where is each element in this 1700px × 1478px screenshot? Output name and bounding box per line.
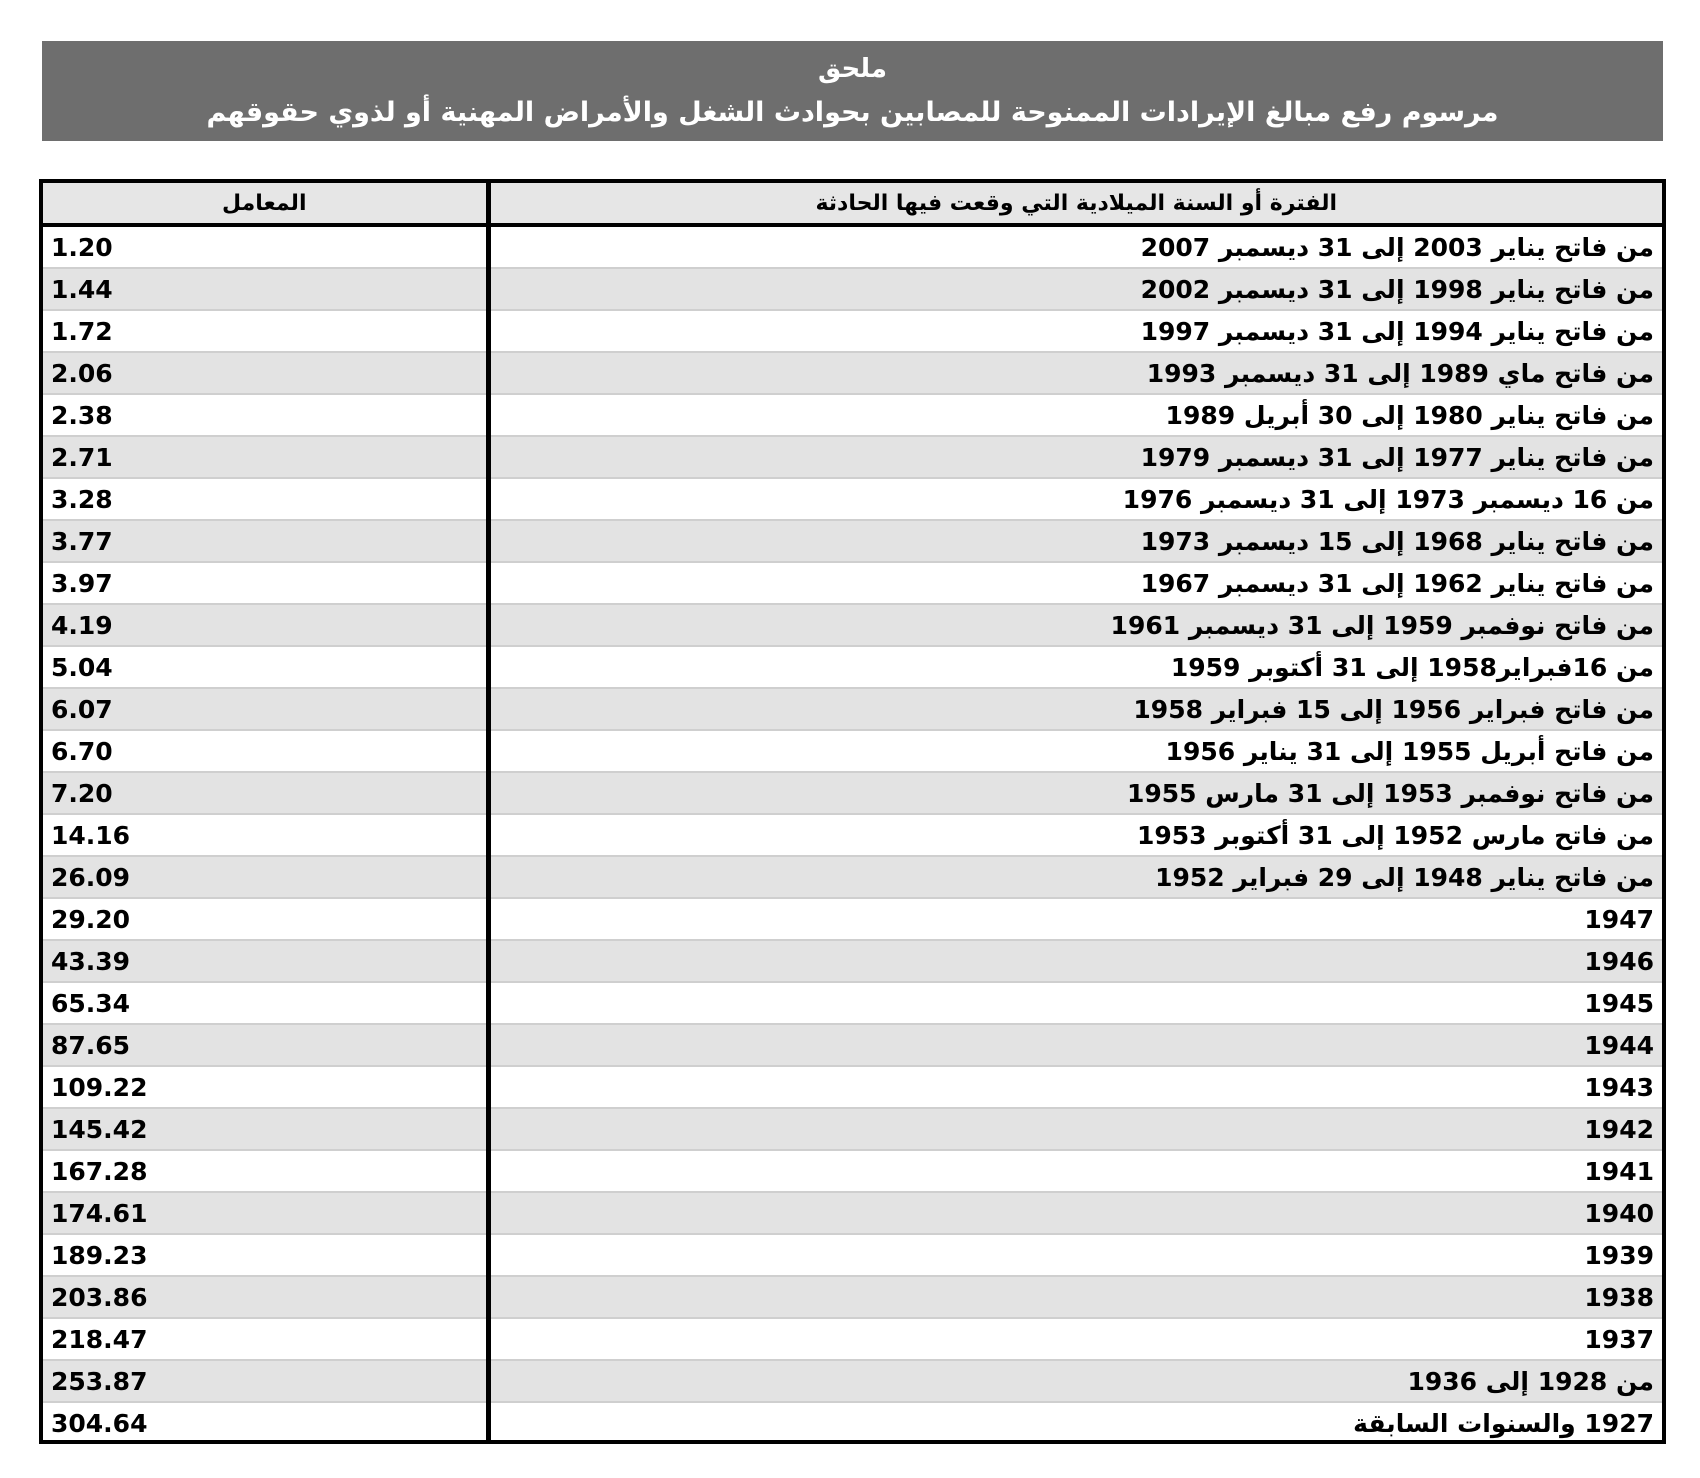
column-header-factor: المعامل <box>43 183 488 225</box>
period-cell: 1941 <box>488 1150 1662 1192</box>
factor-cell: 2.38 <box>43 394 488 436</box>
table-row <box>43 520 1662 562</box>
table-row <box>43 1192 1662 1234</box>
period-cell: من فاتح يناير 1948 إلى 29 فبراير 1952 <box>488 856 1662 898</box>
factor-cell: 6.70 <box>43 730 488 772</box>
factor-cell: 1.20 <box>43 225 488 268</box>
table-row <box>43 394 1662 436</box>
period-cell: 1939 <box>488 1234 1662 1276</box>
factor-cell: 2.06 <box>43 352 488 394</box>
table-row <box>43 1318 1662 1360</box>
table-row <box>43 856 1662 898</box>
table-row <box>43 1108 1662 1150</box>
table-row <box>43 225 1662 268</box>
table-row <box>43 478 1662 520</box>
table-row <box>43 1234 1662 1276</box>
factor-cell: 26.09 <box>43 856 488 898</box>
period-cell: 1947 <box>488 898 1662 940</box>
period-cell: من فاتح يناير 1962 إلى 31 ديسمبر 1967 <box>488 562 1662 604</box>
table-header-row <box>43 183 1662 225</box>
column-header-period: الفترة أو السنة الميلادية التي وقعت فيها الحادثة <box>488 183 1662 225</box>
table-row <box>43 814 1662 856</box>
table-row <box>43 898 1662 940</box>
period-cell: من فاتح نوفمبر 1959 إلى 31 ديسمبر 1961 <box>488 604 1662 646</box>
table-body <box>43 225 1662 1443</box>
table-row <box>43 1150 1662 1192</box>
period-cell: من فاتح يناير 1977 إلى 31 ديسمبر 1979 <box>488 436 1662 478</box>
factor-cell: 2.71 <box>43 436 488 478</box>
factor-cell: 1.72 <box>43 310 488 352</box>
table-row <box>43 1276 1662 1318</box>
factor-cell: 3.77 <box>43 520 488 562</box>
table-row <box>43 730 1662 772</box>
factor-cell: 29.20 <box>43 898 488 940</box>
table-row <box>43 436 1662 478</box>
table-row <box>43 1402 1662 1443</box>
factor-cell: 189.23 <box>43 1234 488 1276</box>
period-cell: من 16 ديسمبر 1973 إلى 31 ديسمبر 1976 <box>488 478 1662 520</box>
period-cell: من فاتح نوفمبر 1953 إلى 31 مارس 1955 <box>488 772 1662 814</box>
table-row <box>43 604 1662 646</box>
table-row <box>43 310 1662 352</box>
period-cell: من 16فبراير1958 إلى 31 أكتوبر 1959 <box>488 646 1662 688</box>
period-cell: من فاتح فبراير 1956 إلى 15 فبراير 1958 <box>488 688 1662 730</box>
factor-cell: 174.61 <box>43 1192 488 1234</box>
period-cell: من فاتح أبريل 1955 إلى 31 يناير 1956 <box>488 730 1662 772</box>
period-cell: 1942 <box>488 1108 1662 1150</box>
page-title: ملحق <box>818 54 887 84</box>
factor-cell: 6.07 <box>43 688 488 730</box>
table-row <box>43 982 1662 1024</box>
period-cell: من 1928 إلى 1936 <box>488 1360 1662 1402</box>
period-cell: 1945 <box>488 982 1662 1024</box>
period-cell: 1946 <box>488 940 1662 982</box>
factor-cell: 14.16 <box>43 814 488 856</box>
factor-cell: 218.47 <box>43 1318 488 1360</box>
table-row <box>43 940 1662 982</box>
table-row <box>43 1024 1662 1066</box>
title-banner <box>42 41 1663 141</box>
period-cell: من فاتح يناير 1998 إلى 31 ديسمبر 2002 <box>488 268 1662 310</box>
period-cell: 1937 <box>488 1318 1662 1360</box>
period-cell: من فاتح مارس 1952 إلى 31 أكتوبر 1953 <box>488 814 1662 856</box>
table-row <box>43 1360 1662 1402</box>
factor-cell: 253.87 <box>43 1360 488 1402</box>
period-cell: 1943 <box>488 1066 1662 1108</box>
factor-cell: 167.28 <box>43 1150 488 1192</box>
table-row <box>43 562 1662 604</box>
page-subtitle: مرسوم رفع مبالغ الإيرادات الممنوحة للمصابين بحوادث الشغل والأمراض المهنية أو لذوي حقوقهم <box>206 97 1499 128</box>
period-cell: من فاتح يناير 2003 إلى 31 ديسمبر 2007 <box>488 225 1662 268</box>
table-row <box>43 268 1662 310</box>
factor-cell: 4.19 <box>43 604 488 646</box>
factor-cell: 87.65 <box>43 1024 488 1066</box>
factor-cell: 3.28 <box>43 478 488 520</box>
factor-cell: 43.39 <box>43 940 488 982</box>
factor-cell: 3.97 <box>43 562 488 604</box>
factor-cell: 5.04 <box>43 646 488 688</box>
period-cell: 1938 <box>488 1276 1662 1318</box>
table-row <box>43 772 1662 814</box>
period-cell: 1927 والسنوات السابقة <box>488 1402 1662 1443</box>
factor-cell: 145.42 <box>43 1108 488 1150</box>
factor-cell: 203.86 <box>43 1276 488 1318</box>
period-cell: من فاتح يناير 1968 إلى 15 ديسمبر 1973 <box>488 520 1662 562</box>
factor-cell: 1.44 <box>43 268 488 310</box>
period-cell: 1940 <box>488 1192 1662 1234</box>
factor-cell: 7.20 <box>43 772 488 814</box>
table-row <box>43 352 1662 394</box>
table-row <box>43 646 1662 688</box>
period-cell: من فاتح يناير 1980 إلى 30 أبريل 1989 <box>488 394 1662 436</box>
table-row <box>43 1066 1662 1108</box>
factor-cell: 304.64 <box>51 1408 148 1438</box>
period-cell: من فاتح ماي 1989 إلى 31 ديسمبر 1993 <box>488 352 1662 394</box>
table-row <box>43 688 1662 730</box>
period-cell: 1944 <box>488 1024 1662 1066</box>
factors-table <box>43 183 1662 1443</box>
factors-table-container <box>39 179 1666 1444</box>
period-cell: من فاتح يناير 1994 إلى 31 ديسمبر 1997 <box>488 310 1662 352</box>
factor-cell: 109.22 <box>43 1066 488 1108</box>
factor-cell: 65.34 <box>43 982 488 1024</box>
